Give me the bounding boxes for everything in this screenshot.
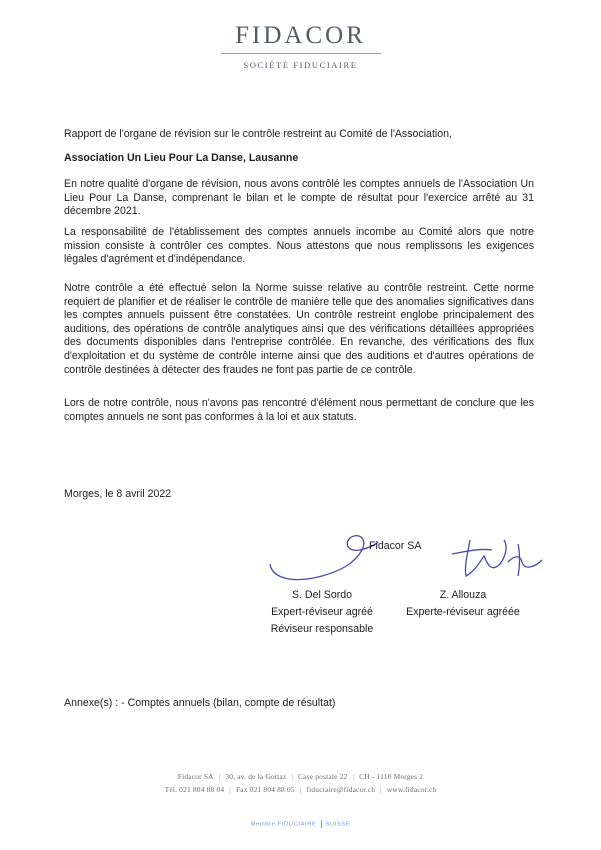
logo-subtitle: SOCIÉTÉ FIDUCIAIRE: [243, 60, 358, 70]
signatory-1: [270, 587, 374, 638]
signature-allouza: [444, 532, 548, 584]
signatory-1-title: Expert-réviseur agréé: [271, 606, 373, 618]
recipient-line: Association Un Lieu Pour La Danse, Lausanne: [64, 152, 299, 164]
signatory-2-title: Experte-réviseur agréée: [406, 606, 520, 618]
membre-label: Membre: [250, 821, 276, 828]
footer-phone: Tél. 021 804 88 04: [164, 785, 225, 794]
logo-wordmark: FIDACOR: [235, 22, 366, 49]
footer-city: CH - 1110 Morges 2: [359, 772, 424, 781]
membership-badge: [0, 820, 601, 828]
footer-contact: Tél. 021 804 88 04 | Fax 021 804 88 05 | fiduciaire@fidacor.ch | www.fidacor.ch: [164, 785, 437, 794]
signatory-2-name: Z. Allouza: [439, 589, 487, 601]
footer-email[interactable]: fiduciaire@fidacor.ch: [306, 785, 376, 794]
company-logo: [0, 22, 601, 70]
firm-name: Fidacor SA: [369, 540, 422, 552]
signature-stroke: [270, 536, 378, 580]
signatory-1-name: S. Del Sordo: [291, 589, 353, 601]
signature-stroke: [452, 540, 542, 576]
footer-website[interactable]: www.fidacor.ch: [386, 785, 437, 794]
membre-org: FIDUCIAIRE: [277, 821, 317, 828]
paragraph-1: En notre qualité d'organe de révision, nous avons contrôlé les comptes annuels de l'Association Un Lieu Pour La Danse, comprenant le bilan et le compte de résultat pour l'exercice arrêté au 31 décembre 2021.: [64, 178, 534, 218]
footer-company: Fidacor SA: [177, 772, 214, 781]
signatory-2: [398, 587, 528, 621]
paragraph-2: La responsabilité de l'établissement des comptes annuels incombe au Comité alors que notre mission consiste à contrôler ces comptes. Nous attestons que nous remplissons les exigences légales d'agrément et d'indépendance.: [64, 226, 534, 266]
signature-del-sordo: [262, 528, 382, 590]
footer-address: Fidacor SA | 30, av. de la Gottaz | Case postale 22 | CH - 1110 Morges 2: [177, 772, 424, 781]
paragraph-4: Lors de notre contrôle, nous n'avons pas rencontré d'élément nous permettant de conclure que les comptes annuels ne sont pas conformes à la loi et aux statuts.: [64, 397, 534, 423]
place-date: Morges, le 8 avril 2022: [64, 488, 172, 500]
membre-country: SUISSE: [325, 821, 351, 828]
paragraph-3: Notre contrôle a été effectué selon la Norme suisse relative au contrôle restreint. Cette norme requiert de planifier et de réaliser le contrôle de manière telle que des anomalies significatives dans les comptes annuels puissent être constatées. Un contrôle restreint englobe principalement des auditions, des opérations de contrôle analytiques ainsi que des vérifications détaillées appropriées des documents disponibles dans l'entreprise contrôlée. En revanche, des vérifications des flux d'exploitation et du système de contrôle interne ainsi que des auditions et d'autres opérations de contrôle destinées à détecter des fraudes ne font pas partie de ce contrôle.: [64, 282, 534, 376]
footer-fax: Fax 021 804 88 05: [235, 785, 295, 794]
footer-street: 30, av. de la Gottaz: [225, 772, 287, 781]
logo-divider: [221, 53, 381, 54]
annex-line: Annexe(s) : - Comptes annuels (bilan, compte de résultat): [64, 697, 336, 709]
report-intro: Rapport de l'organe de révision sur le contrôle restreint au Comité de l'Association,: [64, 128, 452, 140]
footer-po-box: Case postale 22: [298, 772, 348, 781]
signatory-1-role: Réviseur responsable: [270, 623, 374, 635]
